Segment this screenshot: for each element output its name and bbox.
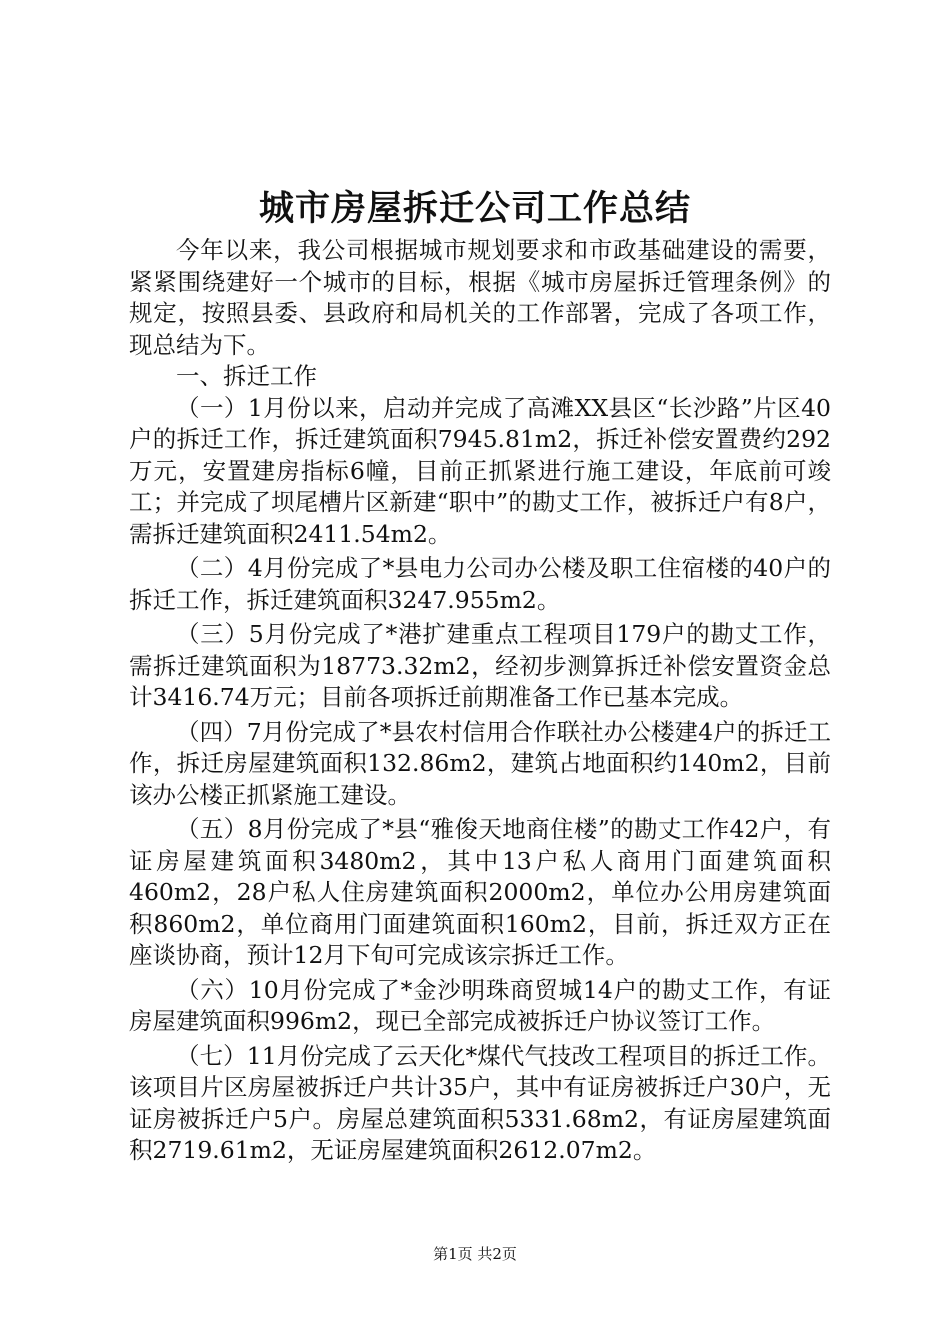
- item-paragraph-1: （一）1月份以来，启动并完成了高滩XX县区“长沙路”片区40户的拆迁工作，拆迁建筑面积7945.81m2，拆迁补偿安置费约292万元，安置建房指标6幢，目前正抓紧进行施工建设，年底前可竣工；并完成了坝尾槽片区新建“职中”的勘丈工作，被拆迁户有8户，需拆迁建筑面积2411.54m2。: [129, 393, 831, 548]
- item-paragraph-7: （七）11月份完成了云天化*煤代气技改工程项目的拆迁工作。该项目片区房屋被拆迁户共计35户，其中有证房被拆迁户30户，无证房被拆迁户5户。房屋总建筑面积5331.68m2，有证房屋建筑面积2719.61m2，无证房屋建筑面积2612.07m2。: [129, 1041, 831, 1164]
- document-body: [129, 235, 831, 1167]
- item-paragraph-3: （三）5月份完成了*港扩建重点工程项目179户的勘丈工作，需拆迁建筑面积为18773.32m2，经初步测算拆迁补偿安置资金总计3416.74万元；目前各项拆迁前期准备工作已基本完成。: [129, 620, 831, 711]
- item-paragraph-4: （四）7月份完成了*县农村信用合作联社办公楼建4户的拆迁工作，拆迁房屋建筑面积132.86m2，建筑占地面积约140m2，目前该办公楼正抓紧施工建设。: [129, 717, 831, 809]
- item-paragraph-5: （五）8月份完成了*县“雅俊天地商住楼”的勘丈工作42户，有证房屋建筑面积3480m2，其中13户私人商用门面建筑面积460m2，28户私人住房建筑面积2000m2，单位办公用房建筑面积860m2，单位商用门面建筑面积160m2，目前，拆迁双方正在座谈协商，预计12月下旬可完成该宗拆迁工作。: [129, 815, 831, 969]
- document-title: 城市房屋拆迁公司工作总结: [258, 188, 691, 229]
- section-heading: 一、拆迁工作: [176, 362, 317, 390]
- item-paragraph-2: （二）4月份完成了*县电力公司办公楼及职工住宿楼的40户的拆迁工作，拆迁建筑面积3247.955m2。: [129, 554, 831, 614]
- page-number-footer: 第1页 共2页: [433, 1245, 517, 1263]
- item-paragraph-6: （六）10月份完成了*金沙明珠商贸城14户的勘丈工作，有证房屋建筑面积996m2，现已全部完成被拆迁户协议签订工作。: [129, 975, 831, 1035]
- intro-paragraph: 今年以来，我公司根据城市规划要求和市政基础建设的需要，紧紧围绕建好一个城市的目标，根据《城市房屋拆迁管理条例》的规定，按照县委、县政府和局机关的工作部署，完成了各项工作，现总结为下。: [129, 236, 831, 359]
